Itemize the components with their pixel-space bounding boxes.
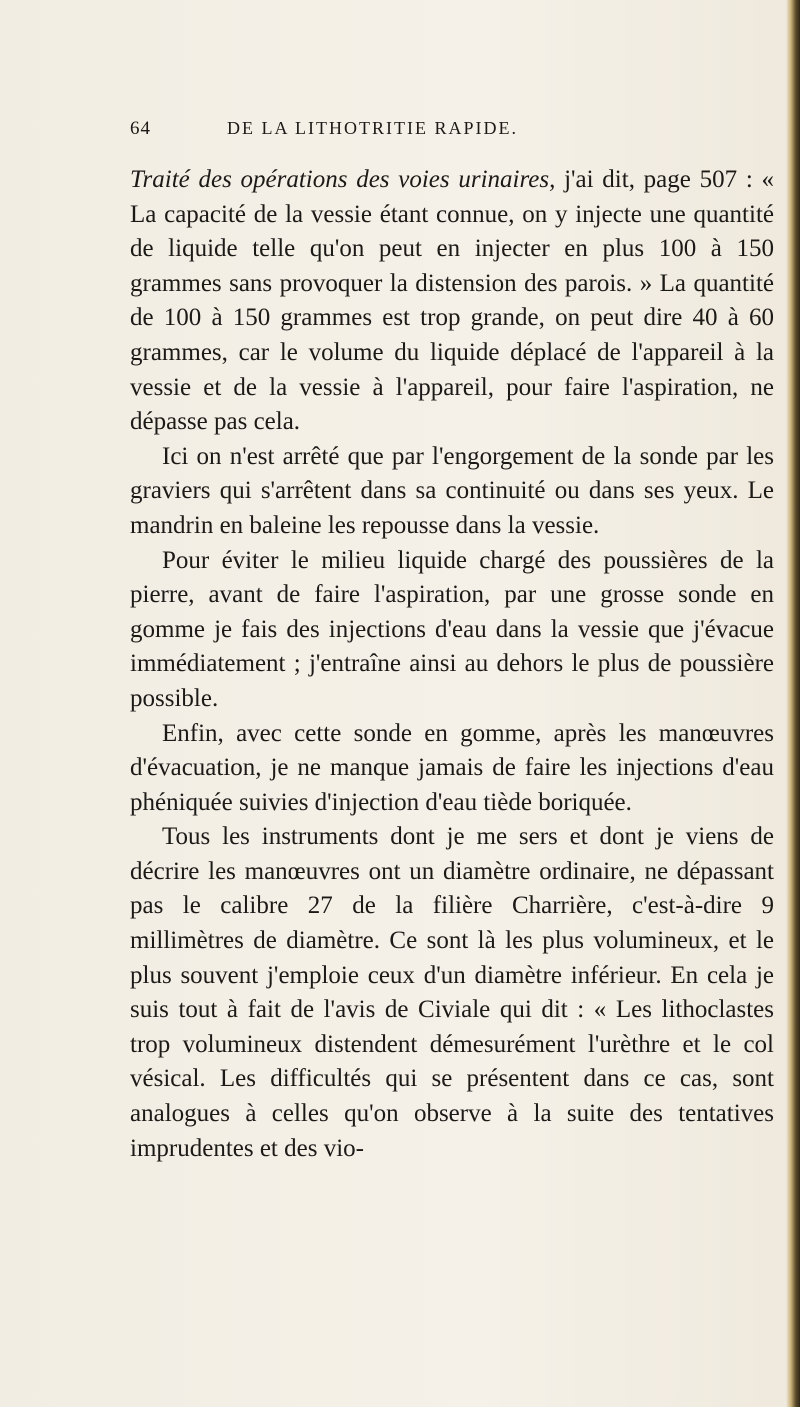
paragraph-2: Ici on n'est arrêté que par l'engorgement de la sonde par les graviers qui s'arrêtent dans sa continuité ou dans ses yeux. Le mandrin en baleine les repousse dans la vessie. — [130, 442, 774, 539]
body-text — [130, 163, 774, 1166]
page-header — [130, 118, 770, 142]
book-title-italic: Traité des opérations des voies urinaires, — [130, 166, 556, 193]
running-head: DE LA LITHOTRITIE RAPIDE. — [227, 118, 518, 138]
paragraph-1 — [130, 163, 774, 440]
paragraph-5: Tous les instruments dont je me sers et dont je viens de décrire les manœuvres ont un diamètre ordinaire, ne dépassant pas le calibre 27 de la filière Charrière, c'est-à-dire 9 millimètres de diamètre. Ce sont là les plus volumineux, et le plus souvent j'emploie ceux d'un diamètre inférieur. En cela je suis tout à fait de l'avis de Civiale qui dit : « Les lithoclastes trop volumineux distendent démesurément l'urèthre et le col vésical. Les difficultés qui se présentent dans ce cas, sont analogues à celles qu'on observe à la suite des tentatives imprudentes et des vio- — [130, 823, 774, 1162]
paragraph-1-text: j'ai dit, page 507 : « La capacité de la vessie étant connue, on y injecte une quantité de liquide telle qu'on peut en injecter en plus 100 à 150 grammes sans provoquer la distension des parois. » La quantité de 100 à 150 grammes est trop grande, on peut dire 40 à 60 grammes, car le volume du liquide déplacé de l'appareil à la vessie et de la vessie à l'appareil, pour faire l'aspiration, ne dépasse pas cela. — [130, 166, 775, 436]
paragraph-4: Enfin, avec cette sonde en gomme, après les manœuvres d'évacuation, je ne manque jamais de faire les injections d'eau phéniquée suivies d'injection d'eau tiède boriquée. — [130, 719, 774, 816]
paragraph-3: Pour éviter le milieu liquide chargé des poussières de la pierre, avant de faire l'aspiration, par une grosse sonde en gomme je fais des injections d'eau dans la vessie que j'évacue immédiatement ; j'entraîne ainsi au dehors le plus de poussière possible. — [130, 546, 774, 712]
page-edge-shadow — [786, 0, 800, 1407]
page-number: 64 — [130, 118, 151, 139]
